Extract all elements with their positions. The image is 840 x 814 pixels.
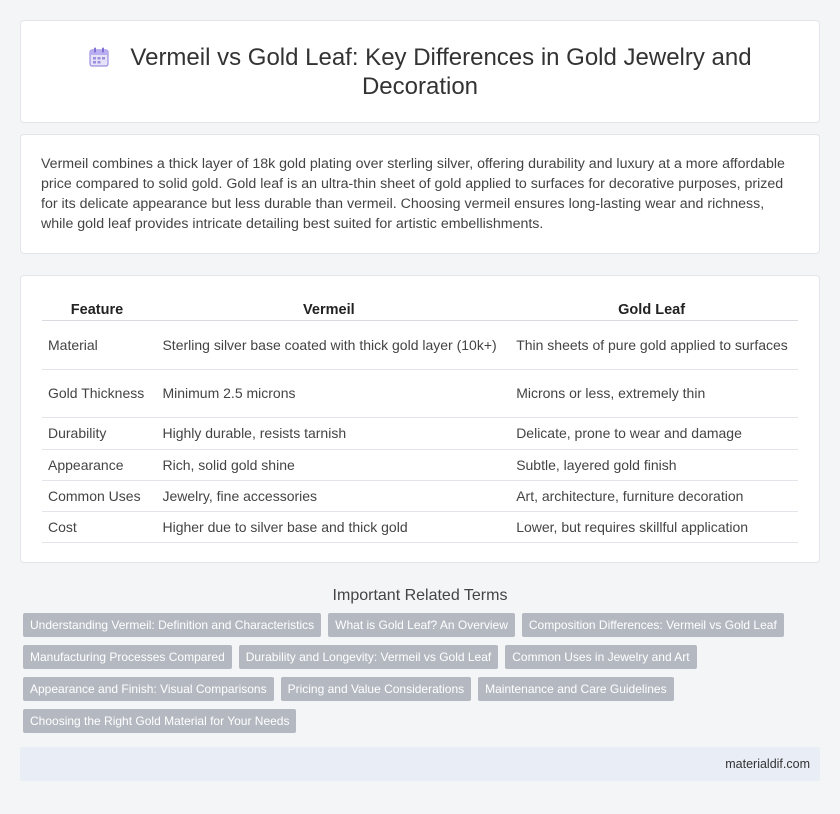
calendar-icon: [88, 46, 110, 68]
header-vermeil: Vermeil: [152, 297, 506, 320]
cell-gold-leaf: Subtle, layered gold finish: [506, 449, 798, 480]
related-tags: [20, 613, 820, 741]
cell-feature: Cost: [42, 511, 152, 542]
table-header-row: [42, 297, 798, 320]
table-row: [42, 369, 798, 417]
cell-vermeil: Minimum 2.5 microns: [152, 369, 506, 417]
tag-link[interactable]: What is Gold Leaf? An Overview: [328, 613, 515, 637]
footer-site[interactable]: materialdif.com: [725, 757, 810, 771]
cell-gold-leaf: Art, architecture, furniture decoration: [506, 480, 798, 511]
table-row: [42, 320, 798, 369]
page-title-wrap: [61, 43, 779, 101]
tag-link[interactable]: Manufacturing Processes Compared: [23, 645, 232, 669]
table-row: [42, 449, 798, 480]
tag-link[interactable]: Pricing and Value Considerations: [281, 677, 472, 701]
cell-vermeil: Rich, solid gold shine: [152, 449, 506, 480]
cell-feature: Appearance: [42, 449, 152, 480]
cell-gold-leaf: Lower, but requires skillful application: [506, 511, 798, 542]
table-row: [42, 480, 798, 511]
header-feature: Feature: [42, 297, 152, 320]
tag-link[interactable]: Durability and Longevity: Vermeil vs Gold Leaf: [239, 645, 498, 669]
cell-gold-leaf: Microns or less, extremely thin: [506, 369, 798, 417]
tag-link[interactable]: Appearance and Finish: Visual Comparisons: [23, 677, 274, 701]
comparison-table: [42, 297, 798, 543]
related-terms-title: Important Related Terms: [332, 587, 508, 604]
cell-vermeil: Higher due to silver base and thick gold: [152, 511, 506, 542]
header-gold-leaf: Gold Leaf: [506, 297, 798, 320]
tag-link[interactable]: Maintenance and Care Guidelines: [478, 677, 673, 701]
page-title: Vermeil vs Gold Leaf: Key Differences in Gold Jewelry and Decoration: [130, 43, 752, 100]
tag-link[interactable]: Composition Differences: Vermeil vs Gold Leaf: [522, 613, 784, 637]
table-row: [42, 511, 798, 542]
cell-gold-leaf: Delicate, prone to wear and damage: [506, 417, 798, 449]
cell-feature: Gold Thickness: [42, 369, 152, 417]
cell-feature: Common Uses: [42, 480, 152, 511]
cell-feature: Material: [42, 320, 152, 369]
tag-link[interactable]: Common Uses in Jewelry and Art: [505, 645, 696, 669]
summary-card: [20, 134, 820, 254]
table-row: [42, 417, 798, 449]
cell-vermeil: Jewelry, fine accessories: [152, 480, 506, 511]
comparison-table-card: [20, 275, 820, 563]
cell-gold-leaf: Thin sheets of pure gold applied to surfaces: [506, 320, 798, 369]
footer: [20, 747, 820, 781]
cell-feature: Durability: [42, 417, 152, 449]
tag-link[interactable]: Understanding Vermeil: Definition and Characteristics: [23, 613, 321, 637]
title-card: [20, 20, 820, 123]
cell-vermeil: Highly durable, resists tarnish: [152, 417, 506, 449]
summary-text: Vermeil combines a thick layer of 18k gold plating over sterling silver, offering durability and luxury at a more affordable price compared to solid gold. Gold leaf is an ultra-thin sheet of gold applied to surfaces for decorative purposes, prized for its delicate appearance but less durable than vermeil. Choosing vermeil ensures long-lasting wear and richness, while gold leaf provides intricate detailing best suited for artistic embellishments.: [41, 156, 785, 232]
tag-link[interactable]: Choosing the Right Gold Material for Your Needs: [23, 709, 296, 733]
cell-vermeil: Sterling silver base coated with thick gold layer (10k+): [152, 320, 506, 369]
